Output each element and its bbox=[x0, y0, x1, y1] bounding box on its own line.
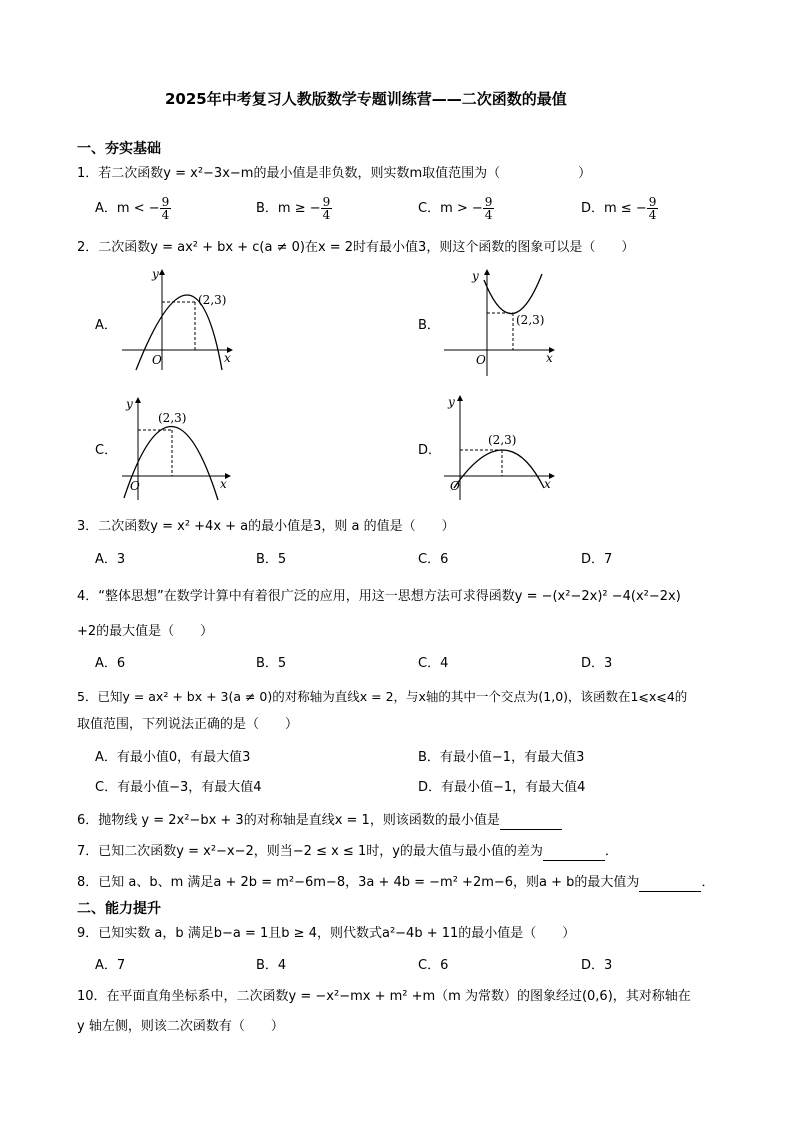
question-10-stem: 10．在平面直角坐标系中，二次函数y = −x²−mx + m² +m（m 为常数）的图象经过(0,6)，其对称轴在 bbox=[77, 989, 691, 1004]
q1-option-d bbox=[581, 196, 658, 221]
fraction-denominator: 4 bbox=[161, 208, 170, 222]
question-8-end: ． bbox=[701, 875, 715, 890]
q4-option-d: D．3 bbox=[581, 656, 613, 671]
q9-option-c: C．6 bbox=[418, 958, 449, 973]
fraction-denominator: 4 bbox=[648, 208, 657, 222]
q3-option-a: A．3 bbox=[95, 552, 126, 567]
fraction-numerator: 9 bbox=[648, 195, 657, 209]
x-axis-label: x bbox=[220, 477, 227, 491]
answer-blank[interactable] bbox=[639, 875, 701, 892]
q2-option-d-label: D． bbox=[418, 443, 442, 458]
question-6 bbox=[77, 813, 562, 830]
x-axis-label: x bbox=[544, 477, 551, 491]
fraction bbox=[321, 196, 333, 221]
answer-blank[interactable] bbox=[543, 844, 605, 861]
graph-d bbox=[440, 392, 560, 504]
q2-option-c-label: C． bbox=[95, 443, 118, 458]
q1-option-a bbox=[95, 196, 171, 221]
question-2-stem: 2．二次函数y = ax² + bx + c(a ≠ 0)在x = 2时有最小值3，则这个函数的图象可以是（ ） bbox=[77, 240, 635, 255]
q4-option-b: B．5 bbox=[256, 656, 287, 671]
graph-a bbox=[118, 264, 238, 374]
fraction bbox=[647, 196, 659, 221]
origin-label: O bbox=[450, 479, 460, 493]
q3-option-b: B．5 bbox=[256, 552, 287, 567]
question-10-stem-cont: y 轴左侧，则该二次函数有（ ） bbox=[77, 1019, 284, 1034]
question-5-stem-cont: 取值范围，下列说法正确的是（ ） bbox=[77, 717, 299, 732]
graph-b bbox=[440, 266, 560, 378]
q1-option-d-text: D．m ≤ − bbox=[581, 201, 647, 216]
q4-option-a: A．6 bbox=[95, 656, 126, 671]
question-5-stem: 5．已知y = ax² + bx + 3(a ≠ 0)的对称轴为直线x = 2，与x轴的其中一个交点为(1,0)，该函数在1⩽x⩽4的 bbox=[77, 689, 688, 704]
question-7-stem: 7．已知二次函数y = x²−x−2，则当−2 ≤ x ≤ 1时，y的最大值与最小值的差为 bbox=[77, 844, 543, 859]
question-7-end: ． bbox=[604, 844, 618, 859]
q4-option-c: C．4 bbox=[418, 656, 449, 671]
question-8 bbox=[77, 875, 714, 892]
question-6-stem: 6．抛物线 y = 2x²−bx + 3的对称轴是直线x = 1，则该函数的最小值是 bbox=[77, 813, 500, 828]
q1-option-c bbox=[418, 196, 494, 221]
fraction bbox=[160, 196, 172, 221]
q9-option-b: B．4 bbox=[256, 958, 287, 973]
fraction-denominator: 4 bbox=[484, 208, 493, 222]
question-7 bbox=[77, 844, 618, 861]
q2-option-b-label: B． bbox=[418, 318, 440, 333]
origin-label: O bbox=[152, 353, 162, 367]
answer-blank[interactable] bbox=[500, 813, 562, 830]
fraction-numerator: 9 bbox=[161, 195, 170, 209]
q9-option-d: D．3 bbox=[581, 958, 613, 973]
fraction bbox=[483, 196, 495, 221]
point-label: (2,3) bbox=[516, 313, 545, 327]
q1-option-a-text: A．m < − bbox=[95, 201, 160, 216]
q3-option-c: C．6 bbox=[418, 552, 449, 567]
fraction-numerator: 9 bbox=[484, 195, 493, 209]
question-8-stem: 8．已知 a、b、m 满足a + 2b = m²−6m−8，3a + 4b = −m² +2m−6，则a + b的最大值为 bbox=[77, 875, 640, 890]
q5-option-a: A．有最小值0，有最大值3 bbox=[95, 750, 251, 765]
y-axis-label: y bbox=[152, 267, 159, 281]
section-heading: 二、能力提升 bbox=[77, 901, 161, 917]
graph-c bbox=[118, 392, 238, 504]
q5-option-d: D．有最小值−1，有最大值4 bbox=[418, 780, 586, 795]
point-label: (2,3) bbox=[488, 433, 517, 447]
q5-option-c: C．有最小值−3，有最大值4 bbox=[95, 780, 262, 795]
question-4-stem-cont: +2的最大值是（ ） bbox=[77, 624, 214, 639]
point-label: (2,3) bbox=[198, 293, 227, 307]
fraction-denominator: 4 bbox=[322, 208, 331, 222]
x-axis-label: x bbox=[224, 351, 231, 365]
y-axis-label: y bbox=[472, 269, 479, 283]
question-3-stem: 3．二次函数y = x² +4x + a的最小值是3，则 a 的值是（ ） bbox=[77, 519, 455, 534]
q3-option-d: D．7 bbox=[581, 552, 613, 567]
page-title: 2025年中考复习人教版数学专题训练营——二次函数的最值 bbox=[165, 90, 567, 108]
section-heading: 一、夯实基础 bbox=[77, 141, 161, 157]
origin-label: O bbox=[476, 353, 486, 367]
y-axis-label: y bbox=[126, 397, 133, 411]
q1-option-c-text: C．m > − bbox=[418, 201, 483, 216]
q9-option-a: A．7 bbox=[95, 958, 126, 973]
q2-option-a-label: A． bbox=[95, 318, 117, 333]
q1-option-b-text: B．m ≥ − bbox=[256, 201, 321, 216]
origin-label: O bbox=[130, 479, 140, 493]
point-label: (2,3) bbox=[158, 411, 187, 425]
q1-option-b bbox=[256, 196, 332, 221]
y-axis-label: y bbox=[448, 395, 455, 409]
q5-option-b: B．有最小值−1，有最大值3 bbox=[418, 750, 585, 765]
question-4-stem: 4．“整体思想”在数学计算中有着很广泛的应用，用这一思想方法可求得函数y = −(x²−2x)² −4(x²−2x) bbox=[77, 589, 681, 604]
fraction-numerator: 9 bbox=[322, 195, 331, 209]
question-1-stem: 1．若二次函数y = x²−3x−m的最小值是非负数，则实数m取值范围为（ ） bbox=[77, 166, 592, 181]
question-9-stem: 9．已知实数 a，b 满足b−a = 1且b ≥ 4，则代数式a²−4b + 11的最小值是（ ） bbox=[77, 926, 576, 941]
x-axis-label: x bbox=[546, 351, 553, 365]
